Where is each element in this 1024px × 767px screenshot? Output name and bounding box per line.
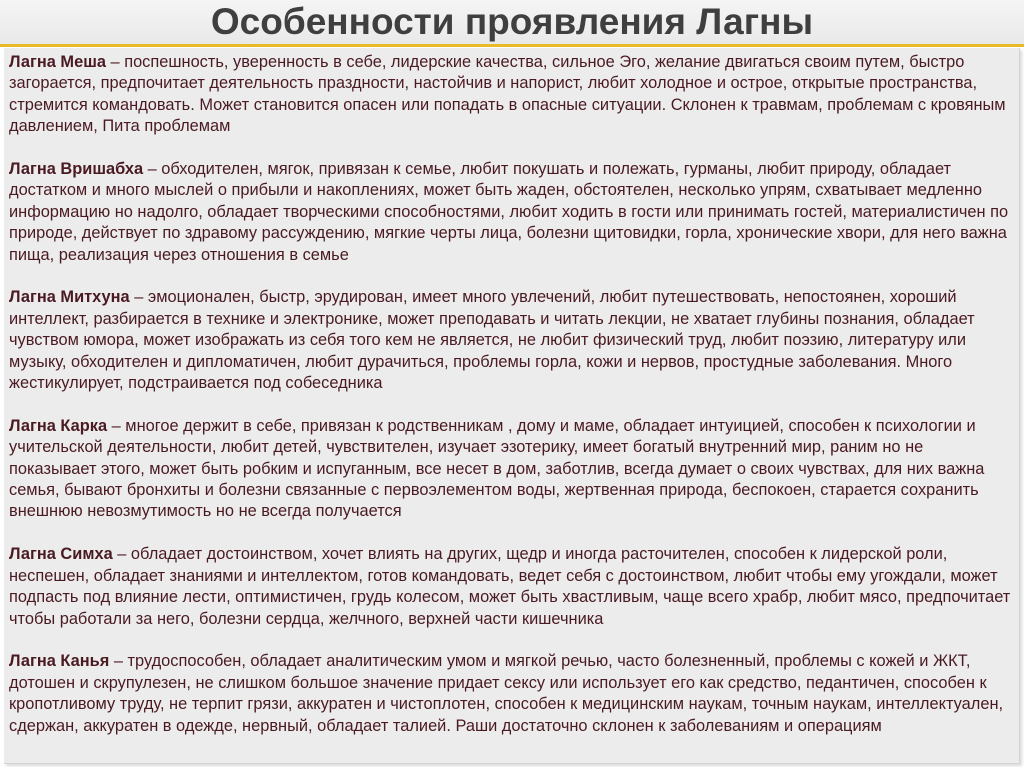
lagna-kanya-text: – трудоспособен, обладает аналитическим умом и мягкой речью, часто болезненный, проблемы с кожей и ЖКТ, дотошен и скрупулезен, не слишком большое значение придает сексу или использует его как средство, педантичен, способен к кропотливому труду, не терпит грязи, аккуратен и чистоплотен, способен к медицинским наукам, точным наукам, интеллектуален, сдержан, аккуратен в одежде, нервный, обладает талией. Раши достаточно склонен к заболеваниям и операциям [9, 652, 1004, 735]
lagna-mesha-name: Лагна Меша [9, 53, 106, 71]
lagna-mesha-paragraph [9, 52, 1014, 138]
lagna-vrishabha-paragraph [9, 159, 1014, 266]
lagna-mesha-text: – поспешность, уверенность в себе, лидерские качества, сильное Эго, желание двигаться своим путем, быстро загорается, предпочитает деятельность праздности, настойчив и напорист, любит холодное и острое, открытые пространства, стремится командовать. Может становится опасен или попадать в опасные ситуации. Склонен к травмам, проблемам с кровяным давлением, Пита проблемам [9, 53, 1006, 136]
lagna-karka-text: – многое держит в себе, привязан к родственникам , дому и маме, обладает интуицией, способен к психологии и учительской деятельности, любит детей, чувствителен, изучает эзотерику, имеет богатый внутренний мир, раним но не показывает этого, может быть робким и испуганным, все несет в дом, заботлив, всегда думает о своих чувствах, для них важна семья, бывают бронхиты и болезни связанные с первоэлементом воды, жертвенная природа, беспокоен, старается сохранить внешнюю невозмутимость но не всегда получается [9, 416, 985, 521]
lagna-karka-name: Лагна Карка [9, 416, 108, 435]
title-bar [0, 0, 1024, 44]
lagna-kanya-paragraph [9, 651, 1014, 737]
title-accent-line [0, 44, 1024, 47]
slide-title: Особенности проявления Лагны [210, 1, 814, 42]
lagna-mithuna-text: – эмоционален, быстр, эрудирован, имеет много увлечений, любит путешествовать, непостоянен, хороший интеллект, разбирается в технике и электронике, может преподавать и читать лекции, не хватает глубины познания, обладает чувством юмора, может изображать из себя того кем не является, не любит физический труд, любит поэзию, литературу или музыку, обходителен и дипломатичен, любит дурачиться, проблемы горла, кожи и нервов, простудные заболевания. Много жестикулирует, подстраивается под собеседника [9, 288, 975, 393]
lagna-mithuna-paragraph [9, 287, 1014, 394]
lagna-mithuna-name: Лагна Митхуна [9, 288, 130, 307]
lagna-karka-paragraph [9, 416, 1014, 523]
lagna-simha-paragraph [9, 544, 1014, 630]
lagna-kanya-name: Лагна Канья [9, 652, 110, 671]
lagna-vrishabha-name: Лагна Вришабха [9, 160, 144, 179]
lagna-simha-name: Лагна Симха [9, 545, 113, 564]
lagna-sections [9, 52, 1014, 758]
lagna-simha-text: – обладает достоинством, хочет влиять на других, щедр и иногда расточителен, способен к лидерской роли, неспешен, обладает знаниями и интеллектом, готов командовать, ведет себя с достоинством, любит чтобы ему угождали, может подпасть под влияние лести, оптимистичен, грудь колесом, может быть хвастливым, чаще всего храбр, любит мясо, предпочитает чтобы работали за него, болезни сердца, желчного, верхней части кишечника [9, 545, 1011, 628]
lagna-vrishabha-text: – обходителен, мягок, привязан к семье, любит покушать и полежать, гурманы, любит природу, обладает достатком и много мыслей о прибыли и накоплениях, может быть жаден, обстоятелен, несколько упрям, схватывает медленно информацию но надолго, обладает творческими способностями, любит ходить в гости или принимать гостей, материалистичен по природе, действует по здравому рассуждению, мягкие черты лица, болезни щитовидки, горла, хронические хвори, для него важна пища, реализация через отношения в семье [9, 160, 1009, 264]
